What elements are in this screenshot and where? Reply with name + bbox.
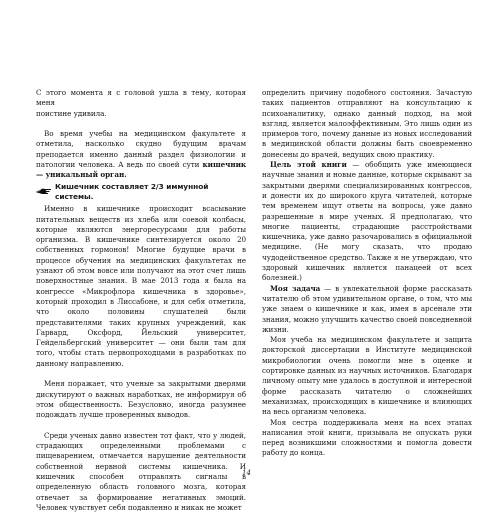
- right-column: [262, 88, 472, 459]
- book-goal-text: — обобщить уже имеющиеся научные знания и новые данные, которые скрывают за закрытыми дверями специализированных конгрессов, и донести их до широкого круга читателей, которые тем временем ищут ответы на вопросы, уже давно разрешенные в мире ученых. Я предполагаю, что многие пациенты, страдающие расстройствами кишечника, уже давно разочаровались в официальной медицине. (Не могу сказать, что продаю чудодейственное средство. Также я не утверждаю, что здоровый кишечник является панацеей от всех болезней.): [262, 160, 472, 283]
- my-task-text: — в увлекательной форме рассказать читателю об этом удивительном органе, о том, что мы уже знаем о кишечнике и как, имея в арсенале эти знания, можно улучшить качество своей повседневной жизни.: [262, 283, 472, 334]
- page-number: 14: [242, 469, 251, 477]
- pointing-hand-icon: [36, 187, 52, 196]
- bold-unique-organ: кишечник — уникальный орган.: [36, 160, 246, 180]
- paragraph-organ: [36, 129, 246, 180]
- paragraph-my-task: [262, 284, 472, 335]
- paragraph-organ-text: Во время учебы на медицинском факультете я отметила, насколько скудно будущим врачам преподается именно данный раздел физиологии и патологии человека. А ведь по своей сути: [36, 129, 246, 170]
- spacer: [36, 421, 246, 431]
- spacer: [36, 119, 246, 129]
- section-heading-text: Кишечник составляет 2/3 иммунной системы.: [55, 181, 209, 201]
- bold-book-goal: Цель этой книги: [270, 160, 347, 170]
- paragraph-digestion: Среди ученых давно известен тот факт, что у людей, страдающих определенными проблемами с пищеварением, отмечается нарушение деятельности собственной нервной системы кишечника. И кишечник способен отправлять сигналы в определенную область головного мозга, которая отвечает за формирование негативных эмоций. Человек чувствует себя подавленно и никак не может: [36, 430, 246, 512]
- intro-line-2: поистине удивила.: [36, 108, 107, 118]
- paragraph-absorption: Именно в кишечнике происходит всасывание питательных веществ из хлеба или соевой колбасы, которые являются энергоресурсами для работы организма. В кишечнике синтезируется около 20 собственных гормонов! Многие будущие врачи в процессе обучения на медицинских факультетах не узнают об этом вовсе или получают на этот счет лишь поверхностные знания. В мае 2013 года я была на конгрессе «Микрофлора кишечника в здоровье», который проходил в Лиссабоне, и для себя отметила, что около половины слушателей были представителями таких крупных учреждений, как Гарвард, Оксфорд, Йельский университет, Гейдельбергский университет — они были там для того, чтобы стать первопроходцами в разработках по данному направлению.: [36, 204, 246, 368]
- paragraph-scientists: Меня поражает, что ученые за закрытыми дверями дискутируют о важных наработках, не информируя об этом общественность. Безусловно, иногда разумнее подождать лучше проверенных выводов.: [36, 379, 246, 420]
- intro-line-1: С этого момента я с головой ушла в тему, которая меня: [36, 88, 246, 108]
- section-heading: [36, 182, 246, 203]
- spacer: [36, 369, 246, 379]
- paragraph-book-goal: [262, 160, 472, 284]
- bold-my-task: Моя задача: [270, 283, 321, 293]
- paragraph-continuation: определить причину подобного состояния. Зачастую таких пациентов отправляют на консультацию к психоаналитику, однако данный подход, на мой взгляд, является малоэффективным. Это лишь один из примеров того, почему данные из новых исследований в медицинской области должны быть своевременно донесены до врачей, ведущих свою практику.: [262, 88, 472, 159]
- left-column: [36, 88, 246, 513]
- paragraph-studies: Моя учеба на медицинском факультете и защита докторской диссертации в Институте медицинской микробиологии очень помогли мне в оценке и сортировке данных из научных источников. Благодаря личному опыту мне удалось в доступной и интересной форме рассказать читателю о сложнейших механизмах, происходящих в кишечнике и влияющих на весь организм человека.: [262, 335, 472, 417]
- paragraph-sister: Моя сестра поддерживала меня на всех этапах написания этой книги, призывала не опускать руки перед возникшими сложностями и помогла довести работу до конца.: [262, 417, 472, 458]
